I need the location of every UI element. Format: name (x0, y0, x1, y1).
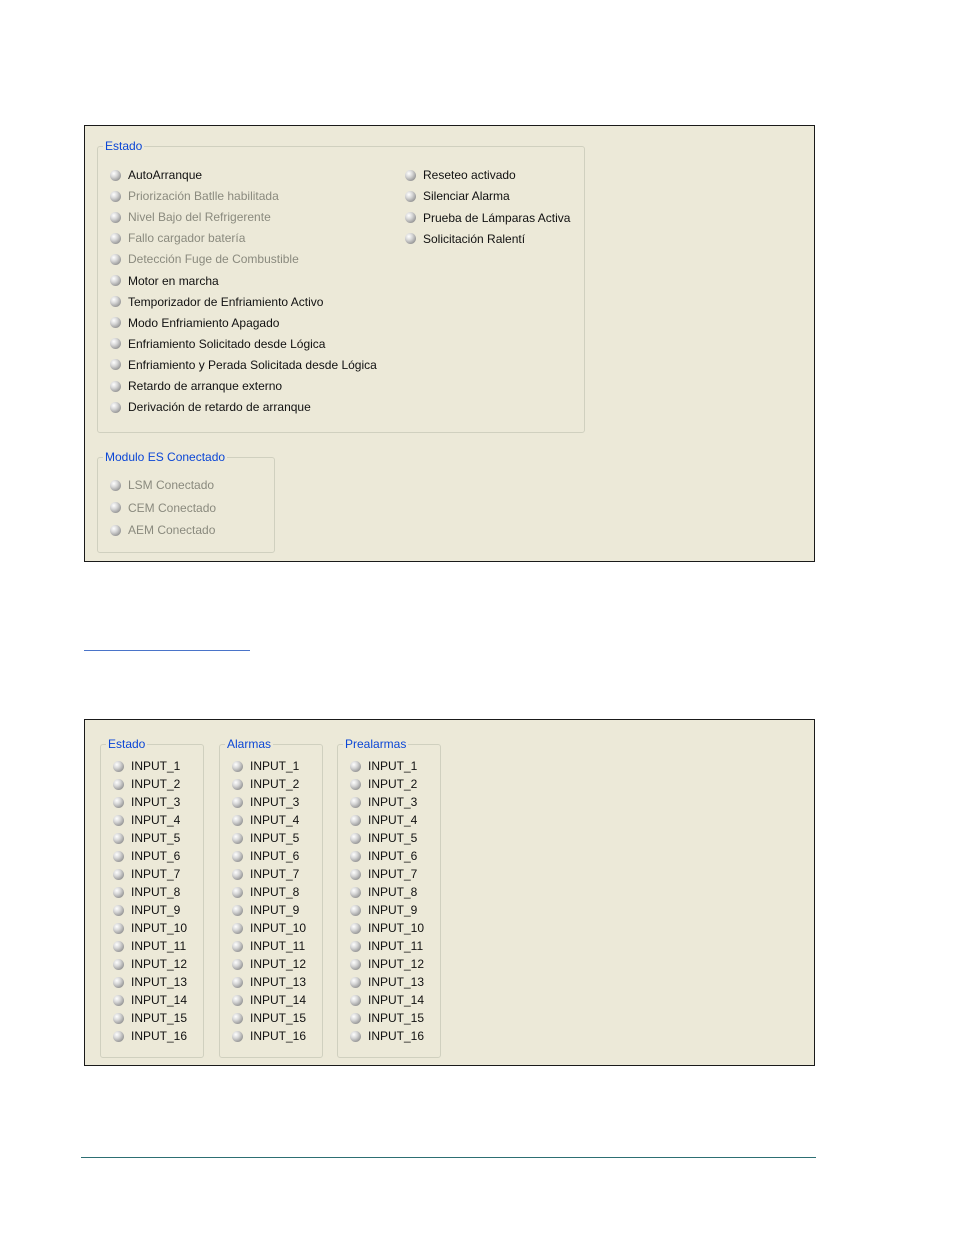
status-indicator (232, 938, 305, 954)
indicator-label: INPUT_5 (250, 831, 300, 845)
indicator-label: INPUT_2 (131, 777, 181, 791)
gray-led-icon (110, 480, 121, 491)
indicator-label: INPUT_16 (131, 1029, 188, 1043)
indicator-label: INPUT_4 (250, 813, 300, 827)
status-indicator (113, 830, 180, 846)
status-indicator (113, 920, 187, 936)
indicator-label: INPUT_6 (368, 849, 418, 863)
status-indicator (350, 776, 417, 792)
gray-led-icon (110, 359, 121, 370)
indicator-label: INPUT_10 (368, 921, 425, 935)
gray-led-icon (232, 815, 243, 826)
group-legend: Estado (108, 737, 146, 751)
status-indicator (350, 902, 417, 918)
indicator-label: Solicitación Ralentí (423, 231, 526, 246)
status-indicator (232, 992, 306, 1008)
gray-led-icon (350, 869, 361, 880)
status-indicator (405, 210, 570, 226)
indicator-label: Priorización Batlle habilitada (128, 189, 279, 204)
gray-led-icon (350, 833, 361, 844)
gray-led-icon (110, 254, 121, 265)
gray-led-icon (110, 402, 121, 413)
indicator-label: INPUT_11 (250, 939, 306, 953)
indicator-label: INPUT_8 (131, 885, 181, 899)
status-indicator (110, 230, 245, 246)
gray-led-icon (113, 995, 124, 1006)
status-indicator (113, 938, 186, 954)
gray-led-icon (350, 815, 361, 826)
indicator-label: INPUT_12 (368, 957, 425, 971)
status-indicator (232, 812, 299, 828)
gray-led-icon (113, 815, 124, 826)
status-indicator (110, 522, 215, 538)
estado-legend: Estado (105, 139, 143, 153)
indicator-label: INPUT_8 (250, 885, 300, 899)
gray-led-icon (113, 905, 124, 916)
indicator-label: INPUT_2 (250, 777, 300, 791)
status-indicator (110, 273, 219, 289)
gray-led-icon (113, 779, 124, 790)
indicator-label: INPUT_5 (368, 831, 418, 845)
gray-led-icon (110, 381, 121, 392)
indicator-label: INPUT_4 (368, 813, 418, 827)
status-indicator (113, 884, 180, 900)
gray-led-icon (113, 797, 124, 808)
gray-led-icon (232, 941, 243, 952)
status-indicator (113, 992, 187, 1008)
gray-led-icon (113, 869, 124, 880)
gray-led-icon (110, 525, 121, 536)
status-panel (84, 125, 815, 562)
gray-led-icon (350, 959, 361, 970)
modulo-legend: Modulo ES Conectado (105, 450, 226, 464)
indicator-label: Reseteo activado (423, 168, 516, 182)
status-indicator (110, 336, 325, 352)
gray-led-icon (110, 212, 121, 223)
indicator-label: Enfriamiento y Perada Solicitada desde Lógica (128, 357, 377, 372)
status-indicator (405, 167, 516, 183)
gray-led-icon (350, 761, 361, 772)
gray-led-icon (113, 923, 124, 934)
indicator-label: INPUT_14 (131, 993, 188, 1007)
indicator-label: Fallo cargador batería (128, 231, 246, 246)
gray-led-icon (232, 761, 243, 772)
indicator-label: AutoArranque (128, 168, 203, 182)
gray-led-icon (350, 1013, 361, 1024)
gray-led-icon (232, 869, 243, 880)
indicator-label: INPUT_10 (250, 921, 307, 935)
status-indicator (350, 884, 417, 900)
status-indicator (232, 848, 299, 864)
gray-led-icon (232, 1013, 243, 1024)
status-indicator (232, 884, 299, 900)
status-indicator (350, 992, 424, 1008)
status-indicator (350, 938, 423, 954)
indicator-label: INPUT_7 (131, 867, 181, 881)
indicator-label: INPUT_1 (250, 759, 300, 773)
gray-led-icon (113, 887, 124, 898)
gray-led-icon (350, 905, 361, 916)
status-indicator (113, 1010, 187, 1026)
status-indicator (113, 776, 180, 792)
status-indicator (232, 974, 306, 990)
status-indicator (110, 315, 279, 331)
indicator-label: AEM Conectado (128, 523, 216, 537)
gray-led-icon (232, 833, 243, 844)
status-indicator (350, 956, 424, 972)
gray-led-icon (232, 923, 243, 934)
indicator-label: INPUT_6 (131, 849, 181, 863)
indicator-label: INPUT_16 (250, 1029, 307, 1043)
status-indicator (113, 974, 187, 990)
status-indicator (350, 974, 424, 990)
status-indicator (350, 794, 417, 810)
indicator-label: INPUT_12 (131, 957, 188, 971)
footer-rule (81, 1157, 816, 1158)
gray-led-icon (110, 296, 121, 307)
indicator-label: LSM Conectado (128, 478, 215, 492)
indicator-label: INPUT_16 (368, 1029, 425, 1043)
status-indicator (232, 956, 306, 972)
status-indicator (113, 812, 180, 828)
status-indicator (113, 794, 180, 810)
status-indicator (350, 920, 424, 936)
gray-led-icon (405, 233, 416, 244)
status-indicator (110, 167, 202, 183)
gray-led-icon (405, 191, 416, 202)
status-indicator (113, 758, 180, 774)
gray-led-icon (350, 977, 361, 988)
indicator-label: Enfriamiento Solicitado desde Lógica (128, 336, 326, 351)
gray-led-icon (110, 275, 121, 286)
status-indicator (110, 500, 216, 516)
gray-led-icon (110, 338, 121, 349)
gray-led-icon (113, 977, 124, 988)
inputs-panel (84, 719, 815, 1066)
gray-led-icon (350, 941, 361, 952)
indicator-label: INPUT_12 (250, 957, 307, 971)
indicator-label: INPUT_4 (131, 813, 181, 827)
group-legend: Prealarmas (345, 737, 407, 751)
indicator-label: INPUT_5 (131, 831, 181, 845)
status-indicator (350, 1010, 424, 1026)
indicator-label: INPUT_13 (131, 975, 188, 989)
gray-led-icon (232, 905, 243, 916)
indicator-label: Nivel Bajo del Refrigerente (128, 210, 271, 225)
status-indicator (110, 251, 299, 267)
indicator-label: Derivación de retardo de arranque (128, 400, 311, 415)
indicator-label: INPUT_11 (368, 939, 424, 953)
status-indicator (232, 1028, 306, 1044)
indicator-label: INPUT_14 (368, 993, 425, 1007)
gray-led-icon (232, 887, 243, 898)
status-indicator (113, 1028, 187, 1044)
status-indicator (110, 399, 311, 415)
gray-led-icon (110, 191, 121, 202)
indicator-label: INPUT_3 (368, 795, 418, 809)
indicator-label: INPUT_2 (368, 777, 418, 791)
gray-led-icon (232, 959, 243, 970)
indicator-label: INPUT_9 (368, 903, 418, 917)
status-indicator (232, 920, 306, 936)
gray-led-icon (350, 923, 361, 934)
status-indicator (110, 209, 271, 225)
gray-led-icon (350, 887, 361, 898)
indicator-label: INPUT_14 (250, 993, 307, 1007)
gray-led-icon (113, 833, 124, 844)
indicator-label: INPUT_8 (368, 885, 418, 899)
status-indicator (110, 294, 323, 310)
gray-led-icon (232, 797, 243, 808)
gray-led-icon (113, 1013, 124, 1024)
indicator-label: INPUT_15 (368, 1011, 425, 1025)
status-indicator (350, 812, 417, 828)
group-legend: Alarmas (227, 737, 272, 751)
indicator-label: INPUT_3 (250, 795, 300, 809)
status-indicator (110, 378, 282, 394)
indicator-label: INPUT_1 (131, 759, 181, 773)
gray-led-icon (232, 977, 243, 988)
status-indicator (232, 776, 299, 792)
status-indicator (232, 1010, 306, 1026)
indicator-label: INPUT_7 (368, 867, 418, 881)
gray-led-icon (232, 779, 243, 790)
status-indicator (350, 848, 417, 864)
status-indicator (232, 794, 299, 810)
gray-led-icon (110, 502, 121, 513)
status-indicator (113, 866, 180, 882)
status-indicator (350, 758, 417, 774)
gray-led-icon (110, 233, 121, 244)
gray-led-icon (350, 995, 361, 1006)
indicator-label: INPUT_15 (131, 1011, 188, 1025)
gray-led-icon (113, 851, 124, 862)
gray-led-icon (350, 797, 361, 808)
indicator-label: INPUT_9 (250, 903, 300, 917)
gray-led-icon (232, 1031, 243, 1042)
indicator-label: INPUT_10 (131, 921, 188, 935)
gray-led-icon (110, 170, 121, 181)
indicator-label: Temporizador de Enfriamiento Activo (128, 294, 324, 309)
indicator-label: Retardo de arranque externo (128, 379, 283, 393)
status-indicator (350, 866, 417, 882)
link-underline[interactable] (84, 650, 250, 651)
status-indicator (113, 956, 187, 972)
status-indicator (232, 902, 299, 918)
indicator-label: Modo Enfriamiento Apagado (128, 315, 280, 330)
indicator-label: INPUT_7 (250, 867, 300, 881)
indicator-label: Silenciar Alarma (423, 189, 510, 204)
status-indicator (110, 357, 377, 373)
status-indicator (110, 477, 214, 493)
indicator-label: INPUT_9 (131, 903, 181, 917)
gray-led-icon (350, 1031, 361, 1042)
indicator-label: INPUT_13 (368, 975, 425, 989)
gray-led-icon (110, 317, 121, 328)
status-indicator (110, 188, 279, 204)
gray-led-icon (113, 959, 124, 970)
gray-led-icon (405, 212, 416, 223)
status-indicator (232, 830, 299, 846)
indicator-label: INPUT_15 (250, 1011, 307, 1025)
status-indicator (350, 830, 417, 846)
gray-led-icon (232, 995, 243, 1006)
gray-led-icon (113, 941, 124, 952)
indicator-label: Detección Fuge de Combustible (128, 252, 299, 267)
indicator-label: Prueba de Lámparas Activa (423, 210, 571, 225)
gray-led-icon (350, 779, 361, 790)
gray-led-icon (113, 761, 124, 772)
indicator-label: INPUT_1 (368, 759, 418, 773)
status-indicator (113, 902, 180, 918)
gray-led-icon (113, 1031, 124, 1042)
indicator-label: INPUT_13 (250, 975, 307, 989)
indicator-label: Motor en marcha (128, 273, 219, 288)
status-indicator (405, 231, 525, 247)
indicator-label: INPUT_3 (131, 795, 181, 809)
status-indicator (232, 758, 299, 774)
status-indicator (405, 188, 510, 204)
indicator-label: INPUT_11 (131, 939, 187, 953)
status-indicator (113, 848, 180, 864)
status-indicator (350, 1028, 424, 1044)
gray-led-icon (232, 851, 243, 862)
status-indicator (232, 866, 299, 882)
gray-led-icon (350, 851, 361, 862)
gray-led-icon (405, 170, 416, 181)
indicator-label: INPUT_6 (250, 849, 300, 863)
indicator-label: CEM Conectado (128, 500, 217, 515)
